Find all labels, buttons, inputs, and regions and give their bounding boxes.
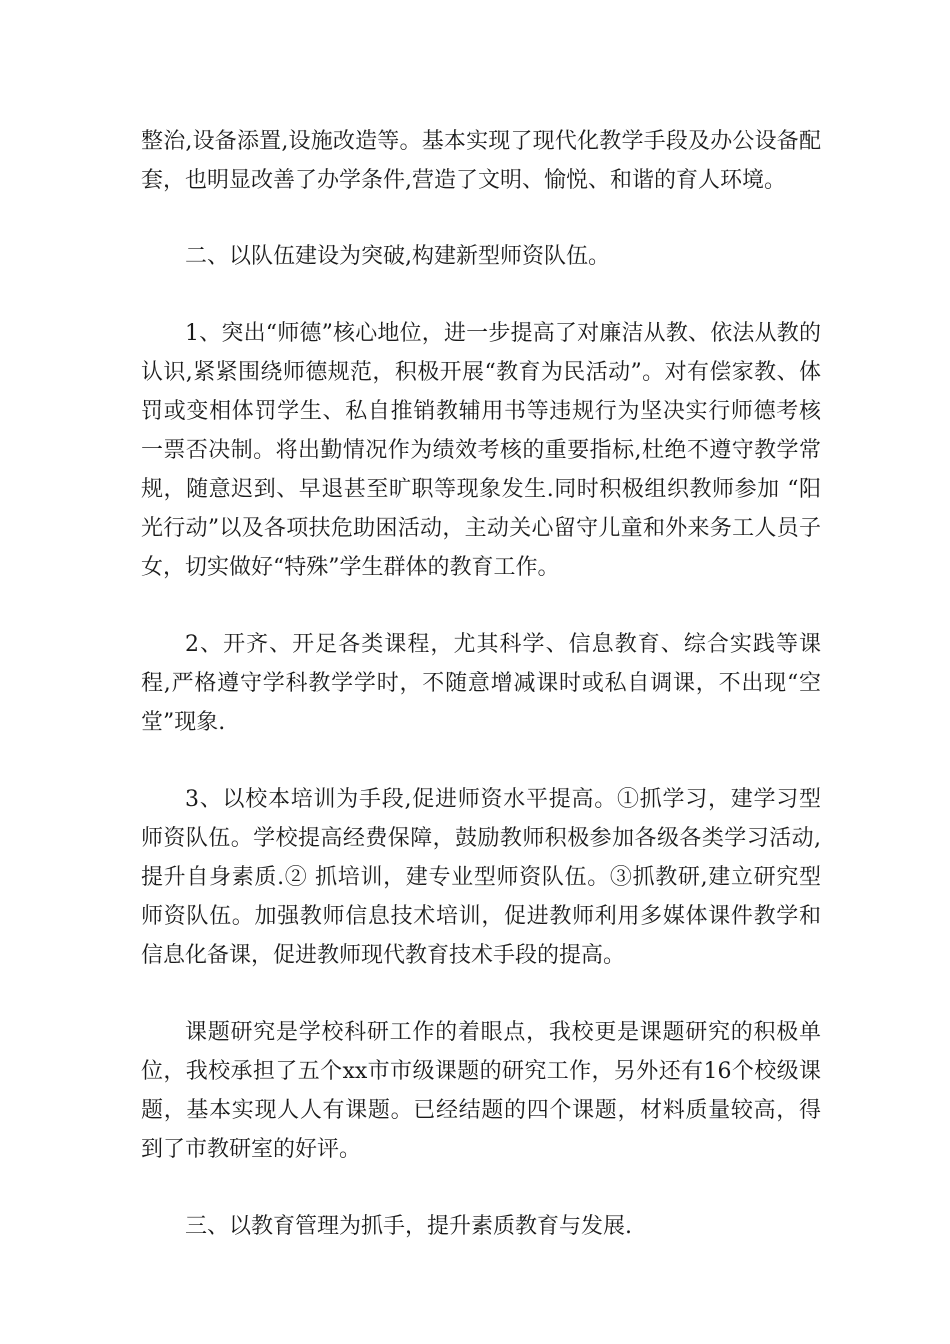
paragraph-teacher-ethics: 1、突出“师德”核心地位，进一步提高了对廉洁从教、依法从教的认识,紧紧围绕师德规范，积极开展“教育为民活动”。对有偿家教、体罚或变相体罚学生、私自推销教辅用书等违规行为坚决实行师德考核一票否决制。将出勤情况作为绩效考核的重要指标,杜绝不遵守教学常规，随意迟到、早退甚至旷职等现象发生.同时积极组织教师参加 “阳光行动”以及各项扶危助困活动，主动关心留守儿童和外来务工人员子女，切实做好“特殊”学生群体的教育工作。 — [141, 321, 821, 580]
section-heading-3: 三、以教育管理为抓手，提升素质教育与发展. — [185, 1214, 632, 1239]
paragraph-curriculum: 2、开齐、开足各类课程，尤其科学、信息教育、综合实践等课程,严格遵守学科教学学时，不随意增减课时或私自调课，不出现“空堂”现象. — [141, 632, 821, 735]
document-body — [141, 122, 821, 1246]
paragraph-research-projects: 课题研究是学校科研工作的着眼点，我校更是课题研究的积极单位，我校承担了五个xx市市级课题的研究工作，另外还有16个校级课题，基本实现人人有课题。已经结题的四个课题，材料质量较高，得到了市教研室的好评。 — [141, 1020, 821, 1162]
section-heading-2: 二、以队伍建设为突破,构建新型师资队伍。 — [185, 244, 610, 269]
paragraph-facilities: 整治,设备添置,设施改造等。基本实现了现代化教学手段及办公设备配套，也明显改善了办学条件,营造了文明、愉悦、和谐的育人环境。 — [141, 129, 821, 193]
paragraph-school-training: 3、以校本培训为手段,促进师资水平提高。①抓学习，建学习型师资队伍。学校提高经费保障，鼓励教师积极参加各级各类学习活动,提升自身素质.② 抓培训，建专业型师资队伍。③抓教研,建立研究型师资队伍。加强教师信息技术培训，促进教师利用多媒体课件教学和信息化备课，促进教师现代教育技术手段的提高。 — [141, 787, 821, 968]
